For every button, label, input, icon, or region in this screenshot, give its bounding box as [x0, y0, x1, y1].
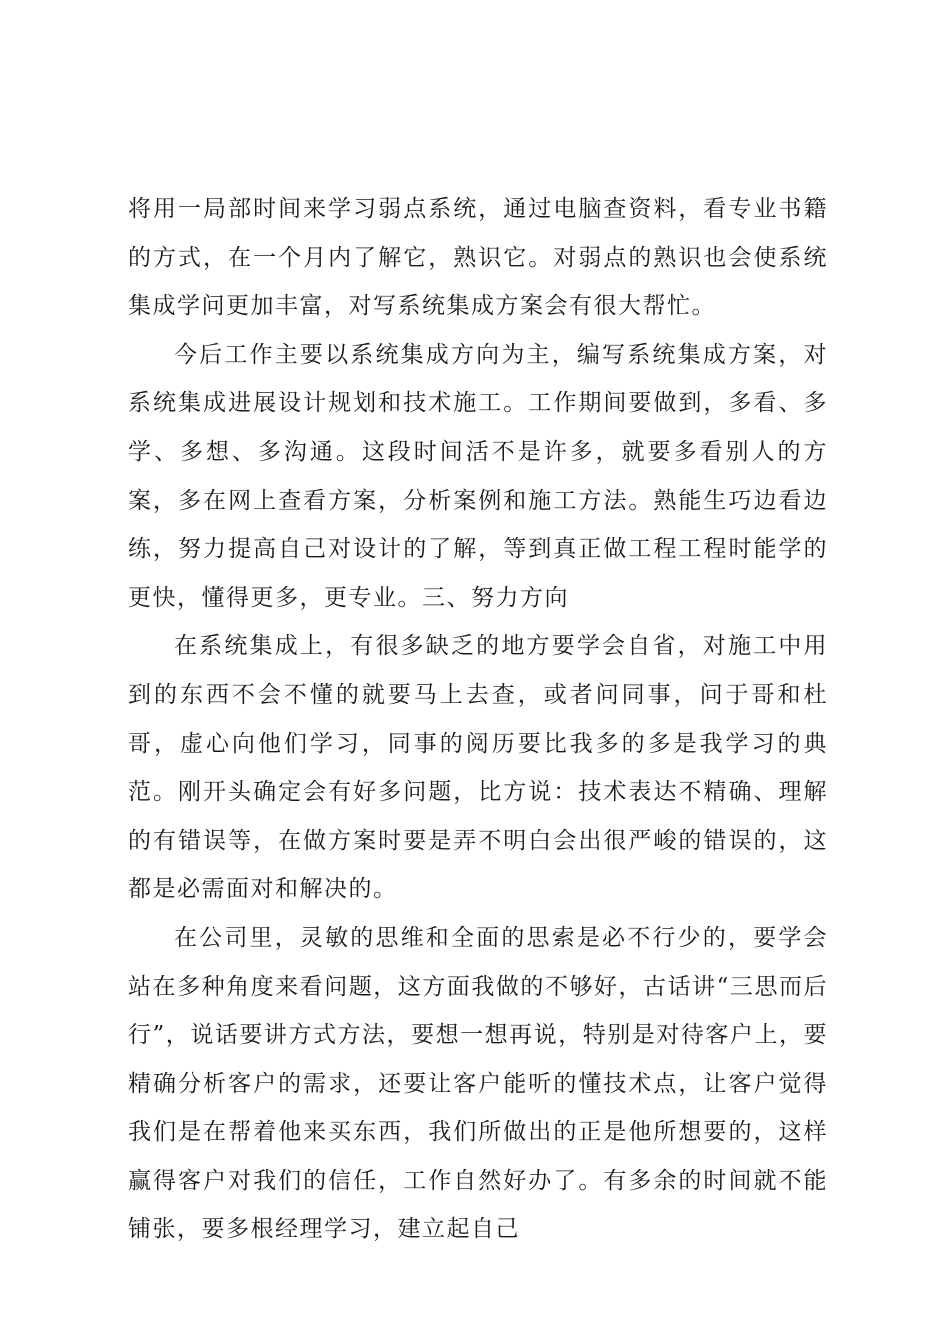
- paragraph-3: 在系统集成上，有很多缺乏的地方要学会自省，对施工中用到的东西不会不懂的就要马上去查，或者问同事，问于哥和杜哥，虚心向他们学习，同事的阅历要比我多的多是我学习的典范。刚开头确定会有好多问题，比方说：技术表达不精确、理解的有错误等，在做方案时要是弄不明白会出很严峻的错误的，这都是必需面对和解决的。: [128, 633, 828, 903]
- document-body: [128, 185, 828, 1254]
- paragraph-2: 今后工作主要以系统集成方向为主，编写系统集成方案，对系统集成进展设计规划和技术施工。工作期间要做到，多看、多学、多想、多沟通。这段时间活不是许多，就要多看别人的方案，多在网上查看方案，分析案例和施工方法。熟能生巧边看边练，努力提高自己对设计的了解，等到真正做工程工程时能学的更快，懂得更多，更专业。三、努力方向: [128, 341, 828, 611]
- paragraph-1: 将用一局部时间来学习弱点系统，通过电脑查资料，看专业书籍的方式，在一个月内了解它，熟识它。对弱点的熟识也会使系统集成学问更加丰富，对写系统集成方案会有很大帮忙。: [128, 196, 828, 320]
- paragraph-4: 在公司里，灵敏的思维和全面的思索是必不行少的，要学会站在多种角度来看问题，这方面我做的不够好，古话讲“三思而后行”，说话要讲方式方法，要想一想再说，特别是对待客户上，要精确分析客户的需求，还要让客户能听的懂技术点，让客户觉得我们是在帮着他来买东西，我们所做出的正是他所想要的，这样赢得客户对我们的信任，工作自然好办了。有多余的时间就不能铺张，要多根经理学习，建立起自己: [128, 924, 828, 1243]
